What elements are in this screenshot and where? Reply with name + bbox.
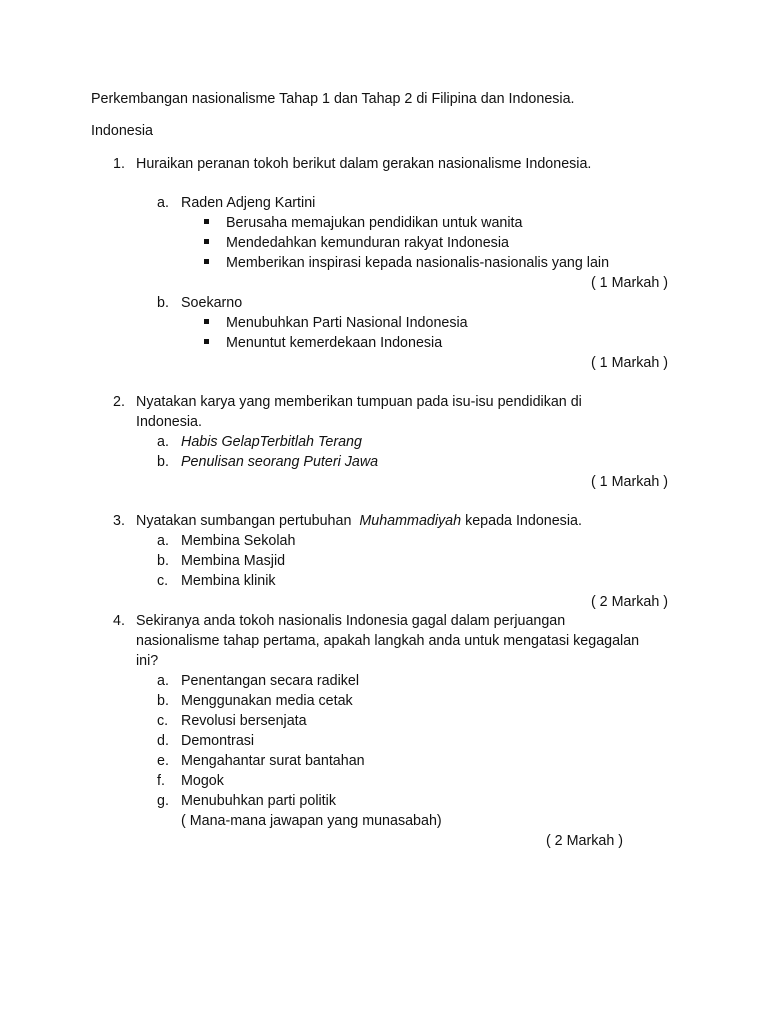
page-title: Perkembangan nasionalisme Tahap 1 dan Tahap 2 di Filipina dan Indonesia. bbox=[91, 91, 575, 107]
answer-letter: f. bbox=[157, 773, 165, 789]
answer-letter: c. bbox=[157, 713, 169, 729]
answer-letter: a. bbox=[157, 434, 169, 450]
answer-letter: a. bbox=[157, 673, 169, 689]
bullet-icon bbox=[204, 339, 209, 344]
marks-label: ( 1 Markah ) bbox=[590, 474, 668, 490]
answer-letter: d. bbox=[157, 733, 169, 749]
part-label: Raden Adjeng Kartini bbox=[181, 195, 316, 211]
question-text-after: kepada Indonesia. bbox=[465, 513, 582, 529]
bullet-text: Memberikan inspirasi kepada nasionalis-nasionalis yang lain bbox=[226, 255, 610, 271]
marks-label: ( 1 Markah ) bbox=[590, 355, 668, 371]
question-number: 4. bbox=[113, 613, 125, 629]
answer-text: Revolusi bersenjata bbox=[181, 713, 307, 729]
bullet-text: Menuntut kemerdekaan Indonesia bbox=[226, 335, 443, 351]
answer-letter: g. bbox=[157, 793, 169, 809]
answer-text: Penulisan seorang Puteri Jawa bbox=[181, 454, 379, 470]
question-text: ini? bbox=[136, 653, 159, 669]
answer-letter: a. bbox=[157, 533, 169, 549]
bullet-icon bbox=[204, 239, 209, 244]
answer-text: Menggunakan media cetak bbox=[181, 693, 353, 709]
answer-text: Membina Sekolah bbox=[181, 533, 296, 549]
answer-text: Menubuhkan parti politik bbox=[181, 793, 336, 809]
bullet-text: Menubuhkan Parti Nasional Indonesia bbox=[226, 315, 468, 331]
answer-letter: c. bbox=[157, 573, 169, 589]
answer-text: Mengahantar surat bantahan bbox=[181, 753, 365, 769]
bullet-text: Mendedahkan kemunduran rakyat Indonesia bbox=[226, 235, 509, 251]
part-letter: b. bbox=[157, 295, 169, 311]
bullet-icon bbox=[204, 319, 209, 324]
bullet-icon bbox=[204, 219, 209, 224]
marks-label: ( 2 Markah ) bbox=[590, 594, 668, 610]
answer-letter: b. bbox=[157, 693, 169, 709]
bullet-text: Berusaha memajukan pendidikan untuk wanita bbox=[226, 215, 523, 231]
question-text: nasionalisme tahap pertama, apakah langkah anda untuk mengatasi kegagalan bbox=[136, 633, 640, 649]
part-letter: a. bbox=[157, 195, 169, 211]
answer-text: Demontrasi bbox=[181, 733, 255, 749]
question-text: Huraikan peranan tokoh berikut dalam gerakan nasionalisme Indonesia. bbox=[136, 156, 592, 172]
answer-letter: e. bbox=[157, 753, 169, 769]
marks-label: ( 1 Markah ) bbox=[590, 275, 668, 291]
answer-letter: b. bbox=[157, 454, 169, 470]
question-number: 3. bbox=[113, 513, 125, 529]
answer-text: Penentangan secara radikel bbox=[181, 673, 360, 689]
question-text-before: Nyatakan sumbangan pertubuhan bbox=[136, 513, 352, 529]
question-number: 2. bbox=[113, 394, 125, 410]
question-text bbox=[136, 511, 582, 531]
question-text: Nyatakan karya yang memberikan tumpuan pada isu-isu pendidikan di bbox=[136, 394, 582, 410]
part-label: Soekarno bbox=[181, 295, 243, 311]
answer-letter: b. bbox=[157, 553, 169, 569]
answer-text: Mogok bbox=[181, 773, 224, 789]
answer-text: Membina Masjid bbox=[181, 553, 286, 569]
question-text-italic: Muhammadiyah bbox=[359, 513, 462, 529]
answer-text: Membina klinik bbox=[181, 573, 276, 589]
bullet-icon bbox=[204, 259, 209, 264]
answer-note: ( Mana-mana jawapan yang munasabah) bbox=[181, 813, 442, 829]
answer-text: Habis GelapTerbitlah Terang bbox=[181, 434, 362, 450]
marks-label: ( 2 Markah ) bbox=[545, 833, 623, 849]
question-text: Sekiranya anda tokoh nasionalis Indonesia gagal dalam perjuangan bbox=[136, 613, 566, 629]
question-number: 1. bbox=[113, 156, 125, 172]
question-text: Indonesia. bbox=[136, 414, 202, 430]
section-heading: Indonesia bbox=[91, 123, 154, 139]
